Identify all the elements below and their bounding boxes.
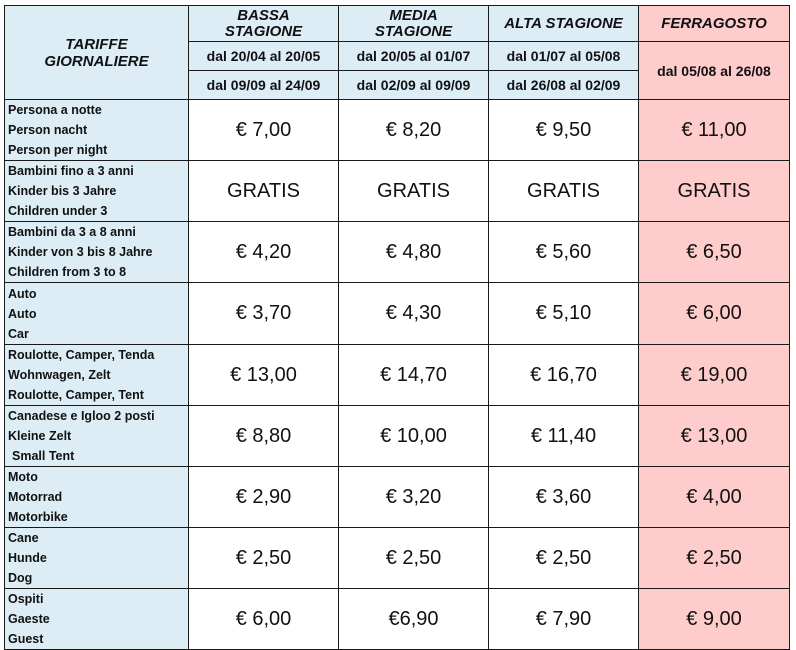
season-ferragosto-name-cell [639,6,790,42]
header-title [5,36,188,70]
row-label-line: Car [8,326,29,341]
row-label-line: Gaeste [8,612,50,626]
row-label-line: Person nacht [8,123,88,137]
season-bassa-date-2: dal 09/09 al 24/09 [189,71,339,100]
price-media: € 14,70 [339,345,489,406]
season-name-line: MEDIA [389,6,438,24]
row-label-line: Motorrad [8,490,63,504]
header-title-cell [5,6,189,100]
price-ferragosto: € 13,00 [639,406,790,467]
price-media: €6,90 [339,589,489,650]
header-title-line-2: GIORNALIERE [44,52,149,70]
row-label-line: Kinder bis 3 Jahre [8,184,117,198]
row-label-cell [5,161,189,222]
season-name-line: ALTA STAGIONE [504,14,623,32]
season-alta-date-1: dal 01/07 al 05/08 [489,42,639,71]
season-name-line: BASSA [237,6,290,24]
price-bassa: € 3,70 [189,283,339,345]
price-bassa: € 13,00 [189,345,339,406]
table-row [5,467,790,528]
season-name-line: FERRAGOSTO [661,14,767,32]
row-label-cell [5,283,189,345]
row-label-line: Dog [8,571,33,585]
row-label-line: Guest [8,632,44,646]
price-bassa: GRATIS [189,161,339,222]
table-row [5,283,790,345]
price-alta: € 7,90 [489,589,639,650]
season-name-line: STAGIONE [224,22,303,40]
row-label-cell [5,467,189,528]
price-alta: € 16,70 [489,345,639,406]
row-label-line: Hunde [8,551,47,565]
price-alta: € 9,50 [489,100,639,161]
table-row [5,528,790,589]
price-alta: € 11,40 [489,406,639,467]
row-label-line: Person per night [8,143,108,157]
season-media-name [339,8,488,40]
table-row [5,222,790,283]
table-row [5,100,790,161]
season-alta-name [489,16,638,32]
price-bassa: € 4,20 [189,222,339,283]
season-alta-name-cell [489,6,639,42]
price-alta: € 5,10 [489,283,639,345]
row-label-line: Moto [8,470,38,484]
row-label-line: Kinder von 3 bis 8 Jahre [8,245,153,259]
price-bassa: € 2,90 [189,467,339,528]
row-label-cell [5,100,189,161]
header-title-line-1: TARIFFE [65,35,128,53]
row-label-line: Bambini fino a 3 anni [8,164,134,178]
season-ferragosto-name [639,16,789,32]
price-bassa: € 2,50 [189,528,339,589]
price-bassa: € 6,00 [189,589,339,650]
price-alta: GRATIS [489,161,639,222]
price-bassa: € 7,00 [189,100,339,161]
row-label-line: Kleine Zelt [8,429,72,443]
season-bassa-date-1: dal 20/04 al 20/05 [189,42,339,71]
table-row [5,161,790,222]
season-alta-date-2: dal 26/08 al 02/09 [489,71,639,100]
season-ferragosto-date: dal 05/08 al 26/08 [639,42,790,100]
price-ferragosto: € 19,00 [639,345,790,406]
row-label-line: Children under 3 [8,204,108,218]
price-media: € 4,30 [339,283,489,345]
row-label-line: Motorbike [8,510,68,524]
season-media-date-1: dal 20/05 al 01/07 [339,42,489,71]
price-bassa: € 8,80 [189,406,339,467]
price-media: € 3,20 [339,467,489,528]
row-label-line: Children from 3 to 8 [8,265,127,279]
price-alta: € 2,50 [489,528,639,589]
row-label-cell [5,222,189,283]
row-label-line: Auto [8,306,37,321]
row-label-line: Ospiti [8,592,44,606]
price-media: € 8,20 [339,100,489,161]
table-row [5,406,790,467]
row-label-line: Canadese e Igloo 2 posti [8,409,155,423]
price-ferragosto: € 11,00 [639,100,790,161]
price-media: € 10,00 [339,406,489,467]
season-bassa-name-cell [189,6,339,42]
row-label-cell [5,589,189,650]
season-bassa-name [189,8,338,40]
rates-table [4,5,790,650]
price-alta: € 5,60 [489,222,639,283]
season-media-name-cell [339,6,489,42]
table-row [5,345,790,406]
price-media: GRATIS [339,161,489,222]
price-ferragosto: € 6,50 [639,222,790,283]
row-label-cell [5,406,189,467]
row-label-cell [5,345,189,406]
row-label-line: Roulotte, Camper, Tent [8,388,144,402]
row-label-line: Persona a notte [8,103,102,117]
price-ferragosto: € 6,00 [639,283,790,345]
header-row-seasons [5,6,790,42]
price-ferragosto: € 4,00 [639,467,790,528]
row-label-line: Small Tent [12,449,75,463]
price-ferragosto: GRATIS [639,161,790,222]
row-label-line: Roulotte, Camper, Tenda [8,348,155,362]
price-media: € 4,80 [339,222,489,283]
season-name-line: STAGIONE [374,22,453,40]
row-label-line: Cane [8,531,39,545]
row-label-line: Auto [8,286,37,301]
row-label-line: Wohnwagen, Zelt [8,368,111,382]
table-row [5,589,790,650]
season-media-date-2: dal 02/09 al 09/09 [339,71,489,100]
price-media: € 2,50 [339,528,489,589]
price-alta: € 3,60 [489,467,639,528]
price-ferragosto: € 9,00 [639,589,790,650]
row-label-line: Bambini da 3 a 8 anni [8,225,136,239]
price-ferragosto: € 2,50 [639,528,790,589]
row-label-cell [5,528,189,589]
